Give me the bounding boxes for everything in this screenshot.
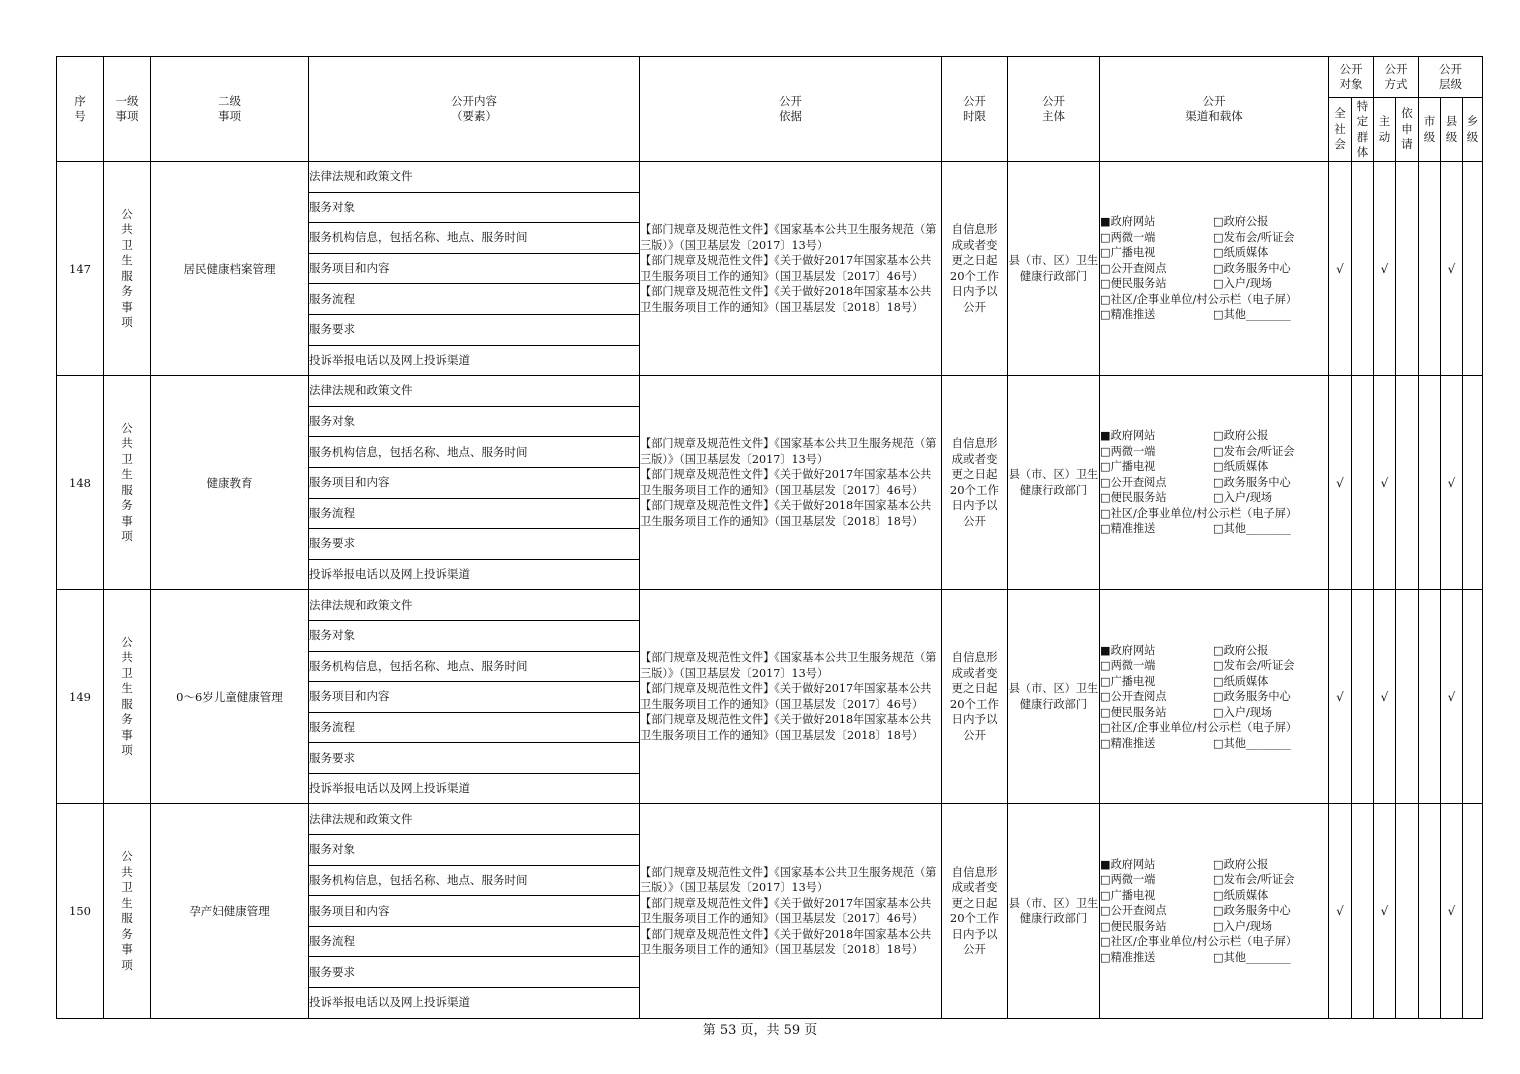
row-level1 [104,804,151,1018]
channel-line [1100,689,1328,705]
check-level-city [1419,590,1441,804]
channel-option: □入户/现场 [1213,277,1273,291]
channel-option: □两微一端 [1100,444,1156,458]
level1-char: 公 [121,849,133,864]
header-text-line: 公开 [1042,93,1065,108]
header-basis [640,57,942,162]
channel-line [1100,214,1328,230]
channel-line [1100,919,1328,935]
header-text-line: 一级 [115,93,139,108]
content-item: 法律法规和政策文件 [309,162,640,193]
level1-char: 务 [121,284,133,299]
channel-line [1100,261,1328,277]
check-target-specific [1352,590,1374,804]
check-target-specific [1352,376,1374,590]
channel-option: □入户/现场 [1213,705,1273,719]
channel-option: □政务服务中心 [1213,904,1291,918]
header-text-line: 公开 [963,93,986,108]
content-item: 服务对象 [309,192,640,223]
content-item: 服务要求 [309,314,640,345]
channel-line [1100,276,1328,292]
row-basis [640,590,942,804]
level1-char: 卫 [121,665,133,680]
table-row [57,376,1483,407]
level1-char: 共 [121,864,133,879]
time-limit-line: 更之日起 [951,895,998,910]
time-limit-line: 日内予以 [951,712,998,727]
check-level-city [1419,162,1441,376]
header-text-line: 渠道和载体 [1185,109,1243,123]
row-level1 [104,162,151,376]
time-limit-line: 自信息形 [951,222,998,237]
channel-line [1100,475,1328,491]
check-level-town [1463,376,1483,590]
check-method-active: √ [1374,376,1396,590]
channel-option: □公开查阅点 [1100,475,1167,489]
row-time-limit [942,162,1008,376]
row-seq: 147 [57,162,104,376]
check-level-city [1419,376,1441,590]
channel-option: □广播电视 [1100,460,1156,474]
row-seq: 150 [57,804,104,1018]
channel-line [1100,658,1328,674]
level1-char: 生 [121,895,133,910]
basis-entry: 【部门规章及规范性文件】《国家基本公共卫生服务规范（第三版）》（国卫基层发〔2017〕13号） [640,437,937,466]
level1-char: 项 [121,315,133,330]
channel-option: □广播电视 [1100,674,1156,688]
content-item: 服务机构信息，包括名称、地点、服务时间 [309,437,640,468]
row-basis [640,804,942,1018]
header-text-line: 方式 [1384,77,1408,91]
header-level2 [151,57,309,162]
level1-char: 服 [121,696,133,711]
level1-char: 公 [121,420,133,435]
channel-option: □精准推送 [1100,950,1156,964]
header-time-limit [942,57,1008,162]
channel-option: □社区/企事业单位/村公示栏（电子屏） [1100,721,1298,735]
channel-option: □其他________ [1213,522,1291,536]
content-item: 服务项目和内容 [309,253,640,284]
check-level-town [1463,162,1483,376]
level1-char: 项 [121,529,133,544]
header-text-line: 时限 [963,109,986,123]
level1-char: 事 [121,299,133,314]
header-text-line: 公开内容 [451,93,497,108]
row-level2: 健康教育 [151,376,309,590]
header-text-line: 级 [1466,129,1479,144]
channel-option: □发布会/听证会 [1213,444,1295,458]
check-method-apply [1396,376,1419,590]
header-text-line: 县 [1445,114,1458,128]
header-text-line: 对象 [1339,77,1363,91]
header-text-line: 公开 [1202,93,1226,108]
channel-option: □发布会/听证会 [1213,873,1295,887]
check-target-all: √ [1329,590,1352,804]
channel-option: □便民服务站 [1100,705,1167,719]
header-target-specific [1352,98,1374,162]
level1-char: 共 [121,436,133,451]
channel-line [1100,459,1328,475]
time-limit-line: 公开 [963,299,986,314]
time-limit-line: 日内予以 [951,498,998,513]
time-limit-line: 公开 [963,513,986,528]
header-channel [1100,57,1329,162]
level1-char: 项 [121,957,133,972]
header-text-line: 体 [1356,145,1369,159]
row-subject: 县（市、区）卫生健康行政部门 [1008,162,1100,376]
content-item: 投诉举报电话以及网上投诉渠道 [309,988,640,1019]
time-limit-line: 20个工作 [949,268,1000,283]
header-method-group [1374,57,1419,98]
time-limit-line: 公开 [963,942,986,957]
content-item: 服务流程 [309,498,640,529]
channel-option: □政务服务中心 [1213,475,1291,489]
channel-line [1100,444,1328,460]
header-text-line: 公开 [1384,61,1408,76]
check-method-active: √ [1374,590,1396,804]
content-item: 服务机构信息，包括名称、地点、服务时间 [309,223,640,254]
channel-line [1100,934,1328,950]
content-item: 服务项目和内容 [309,467,640,498]
check-level-county: √ [1441,162,1463,376]
content-item: 服务流程 [309,926,640,957]
level1-char: 事 [121,513,133,528]
time-limit-line: 自信息形 [951,436,998,451]
channel-line [1100,736,1328,752]
channel-line [1100,950,1328,966]
level1-char: 服 [121,482,133,497]
channel-line [1100,307,1328,323]
header-text-line: （要素） [451,109,497,123]
level1-char: 务 [121,498,133,513]
basis-entry: 【部门规章及规范性文件】《关于做好2018年国家基本公共卫生服务项目工作的通知》（国卫基层发〔2018〕18号） [640,499,932,528]
channel-option: □公开查阅点 [1100,904,1167,918]
row-seq: 149 [57,590,104,804]
level1-char: 项 [121,743,133,758]
level1-char: 公 [121,634,133,649]
content-item: 服务要求 [309,529,640,560]
header-text-line: 乡 [1466,114,1479,128]
content-item: 投诉举报电话以及网上投诉渠道 [309,773,640,804]
check-method-apply [1396,162,1419,376]
channel-option: □政务服务中心 [1213,690,1291,704]
time-limit-line: 20个工作 [949,482,1000,497]
check-level-county: √ [1441,376,1463,590]
header-text-line: 序 [74,93,86,108]
channel-option: □社区/企事业单位/村公示栏（电子屏） [1100,506,1298,520]
header-method-apply [1396,98,1419,162]
channel-option: □广播电视 [1100,888,1156,902]
table-row [57,804,1483,835]
header-method-active [1374,98,1396,162]
basis-entry: 【部门规章及规范性文件】《关于做好2018年国家基本公共卫生服务项目工作的通知》（国卫基层发〔2018〕18号） [640,927,932,957]
header-text-line: 级 [1423,129,1436,144]
channel-option: □便民服务站 [1100,491,1167,505]
content-item: 服务对象 [309,406,640,437]
time-limit-line: 公开 [963,727,986,742]
level1-char: 卫 [121,880,133,895]
channel-option: □精准推送 [1100,736,1156,750]
header-text-line: 请 [1401,137,1413,152]
check-target-all: √ [1329,376,1352,590]
level1-char: 务 [121,926,133,941]
time-limit-line: 更之日起 [951,253,998,268]
basis-entry: 【部门规章及规范性文件】《关于做好2017年国家基本公共卫生服务项目工作的通知》（国卫基层发〔2017〕46号） [640,468,932,497]
time-limit-line: 日内予以 [951,284,998,299]
channel-option: □其他________ [1213,308,1291,322]
basis-entry: 【部门规章及规范性文件】《关于做好2017年国家基本公共卫生服务项目工作的通知》（国卫基层发〔2017〕46号） [640,896,932,926]
basis-entry: 【部门规章及规范性文件】《国家基本公共卫生服务规范（第三版）》（国卫基层发〔2017〕13号） [640,223,937,252]
channel-option: □社区/企事业单位/村公示栏（电子屏） [1100,935,1298,949]
header-text-line: 号 [74,109,86,123]
header-text-line: 公开 [779,93,802,108]
header-text-line: 主体 [1042,109,1065,123]
content-item: 服务项目和内容 [309,896,640,927]
check-target-all: √ [1329,162,1352,376]
content-item: 服务对象 [309,835,640,866]
level1-char: 卫 [121,451,133,466]
row-level2: 孕产妇健康管理 [151,804,309,1018]
header-text-line: 依据 [779,109,802,123]
time-limit-line: 自信息形 [951,650,998,665]
table-row [57,162,1483,193]
channel-option: □广播电视 [1100,246,1156,260]
channel-option: □两微一端 [1100,659,1156,673]
level1-char: 服 [121,911,133,926]
level1-char: 务 [121,712,133,727]
check-level-county: √ [1441,804,1463,1018]
header-target-all [1329,98,1352,162]
content-item: 服务机构信息，包括名称、地点、服务时间 [309,865,640,896]
channel-line [1100,643,1328,659]
level1-char: 共 [121,650,133,665]
disclosure-table [56,56,1483,1019]
header-text-line: 会 [1334,137,1346,152]
header-text-line: 二级 [218,93,241,108]
level1-char: 生 [121,467,133,482]
content-item: 服务流程 [309,284,640,315]
header-text-line: 级 [1445,129,1458,144]
channel-option: □纸质媒体 [1213,246,1269,260]
check-level-city [1419,804,1441,1018]
channel-option: □入户/现场 [1213,491,1273,505]
row-seq: 148 [57,376,104,590]
header-text-line: 社 [1334,121,1346,136]
channel-option: □两微一端 [1100,230,1156,244]
row-basis [640,376,942,590]
header-content [309,57,640,162]
channel-option: □其他________ [1213,736,1291,750]
check-target-specific [1352,804,1374,1018]
header-text-line: 事项 [115,109,139,123]
header-subject [1008,57,1100,162]
time-limit-line: 自信息形 [951,864,998,879]
header-text-line: 定 [1356,114,1369,128]
header-seq [57,57,104,162]
channel-line [1100,490,1328,506]
channel-line [1100,888,1328,904]
channel-option: □政府公报 [1213,643,1269,657]
time-limit-line: 更之日起 [951,681,998,696]
time-limit-line: 成或者变 [951,237,998,252]
channel-line [1100,506,1328,522]
time-limit-line: 更之日起 [951,467,998,482]
level1-char: 生 [121,681,133,696]
header-level-county [1441,98,1463,162]
level1-char: 共 [121,222,133,237]
basis-entry: 【部门规章及规范性文件】《关于做好2018年国家基本公共卫生服务项目工作的通知》（国卫基层发〔2018〕18号） [640,285,932,314]
row-time-limit [942,376,1008,590]
channel-option: □纸质媒体 [1213,674,1269,688]
header-text-line: 全 [1334,106,1346,121]
header-target-group [1329,57,1374,98]
channel-line [1100,245,1328,261]
channel-option: □发布会/听证会 [1213,230,1295,244]
row-channels [1100,162,1329,376]
content-item: 法律法规和政策文件 [309,376,640,407]
content-item: 服务项目和内容 [309,682,640,713]
content-item: 服务对象 [309,620,640,651]
channel-option: □公开查阅点 [1100,261,1167,275]
channel-line [1100,674,1328,690]
row-channels [1100,590,1329,804]
basis-entry: 【部门规章及规范性文件】《关于做好2018年国家基本公共卫生服务项目工作的通知》（国卫基层发〔2018〕18号） [640,713,932,742]
row-level2: 居民健康档案管理 [151,162,309,376]
content-item: 投诉举报电话以及网上投诉渠道 [309,559,640,590]
channel-option: □纸质媒体 [1213,888,1269,902]
channel-option: ■政府网站 [1100,215,1156,229]
channel-option: □政府公报 [1213,215,1269,229]
header-text-line: 公开 [1339,61,1363,76]
content-item: 法律法规和政策文件 [309,804,640,835]
channel-option: □公开查阅点 [1100,690,1167,704]
row-level1 [104,376,151,590]
basis-entry: 【部门规章及规范性文件】《国家基本公共卫生服务规范（第三版）》（国卫基层发〔2017〕13号） [640,865,937,895]
channel-option: □入户/现场 [1213,919,1273,933]
time-limit-line: 成或者变 [951,880,998,895]
row-basis [640,162,942,376]
page-footer: 第 53 页，共 59 页 [702,1023,818,1038]
channel-option: □两微一端 [1100,873,1156,887]
row-channels [1100,804,1329,1018]
table-row [57,590,1483,621]
header-text-line: 特 [1356,98,1369,113]
channel-option: □其他________ [1213,950,1291,964]
check-method-apply [1396,804,1419,1018]
level1-char: 服 [121,268,133,283]
channel-line [1100,872,1328,888]
check-level-town [1463,590,1483,804]
level1-char: 事 [121,942,133,957]
content-item: 服务要求 [309,957,640,988]
row-time-limit [942,804,1008,1018]
check-method-active: √ [1374,804,1396,1018]
header-text-line: 市 [1423,114,1436,128]
channel-option: □社区/企事业单位/村公示栏（电子屏） [1100,292,1298,306]
row-channels [1100,376,1329,590]
header-level1 [104,57,151,162]
level1-char: 卫 [121,237,133,252]
channel-option: □便民服务站 [1100,919,1167,933]
channel-option: □发布会/听证会 [1213,659,1295,673]
channel-option: □便民服务站 [1100,277,1167,291]
header-text-line: 事项 [218,109,241,123]
row-subject: 县（市、区）卫生健康行政部门 [1008,804,1100,1018]
header-text-line: 层级 [1439,77,1462,91]
channel-line [1100,705,1328,721]
channel-option: □精准推送 [1100,522,1156,536]
header-text-line: 公开 [1439,61,1462,76]
header-text-line: 申 [1401,121,1413,136]
channel-option: □精准推送 [1100,308,1156,322]
basis-entry: 【部门规章及规范性文件】《关于做好2017年国家基本公共卫生服务项目工作的通知》（国卫基层发〔2017〕46号） [640,682,932,711]
header-text-line: 依 [1401,106,1413,121]
channel-line [1100,428,1328,444]
header-text-line: 动 [1378,129,1391,144]
channel-line [1100,903,1328,919]
header-text-line: 群 [1356,129,1369,144]
basis-entry: 【部门规章及规范性文件】《国家基本公共卫生服务规范（第三版）》（国卫基层发〔2017〕13号） [640,651,937,680]
channel-option: □政府公报 [1213,857,1269,871]
level1-char: 公 [121,206,133,221]
channel-option: □纸质媒体 [1213,460,1269,474]
channel-option: □政府公报 [1213,429,1269,443]
level1-char: 事 [121,727,133,742]
row-subject: 县（市、区）卫生健康行政部门 [1008,376,1100,590]
content-item: 服务流程 [309,712,640,743]
channel-line [1100,857,1328,873]
time-limit-line: 日内予以 [951,926,998,941]
check-method-apply [1396,590,1419,804]
check-target-all: √ [1329,804,1352,1018]
check-level-town [1463,804,1483,1018]
channel-option: ■政府网站 [1100,429,1156,443]
row-level1 [104,590,151,804]
time-limit-line: 20个工作 [949,911,1000,926]
header-level-city [1419,98,1441,162]
level1-char: 生 [121,253,133,268]
channel-line [1100,230,1328,246]
channel-line [1100,720,1328,736]
row-subject: 县（市、区）卫生健康行政部门 [1008,590,1100,804]
channel-line [1100,521,1328,537]
content-item: 法律法规和政策文件 [309,590,640,621]
row-time-limit [942,590,1008,804]
content-item: 服务机构信息，包括名称、地点、服务时间 [309,651,640,682]
basis-entry: 【部门规章及规范性文件】《关于做好2017年国家基本公共卫生服务项目工作的通知》（国卫基层发〔2017〕46号） [640,254,932,283]
content-item: 服务要求 [309,743,640,774]
content-item: 投诉举报电话以及网上投诉渠道 [309,345,640,376]
header-level-group [1419,57,1483,98]
time-limit-line: 成或者变 [951,451,998,466]
check-level-county: √ [1441,590,1463,804]
channel-option: ■政府网站 [1100,857,1156,871]
header-text-line: 主 [1378,114,1391,128]
check-method-active: √ [1374,162,1396,376]
channel-option: ■政府网站 [1100,643,1156,657]
channel-line [1100,292,1328,308]
row-level2: 0～6岁儿童健康管理 [151,590,309,804]
time-limit-line: 成或者变 [951,665,998,680]
time-limit-line: 20个工作 [949,696,1000,711]
header-level-town [1463,98,1483,162]
channel-option: □政务服务中心 [1213,261,1291,275]
check-target-specific [1352,162,1374,376]
